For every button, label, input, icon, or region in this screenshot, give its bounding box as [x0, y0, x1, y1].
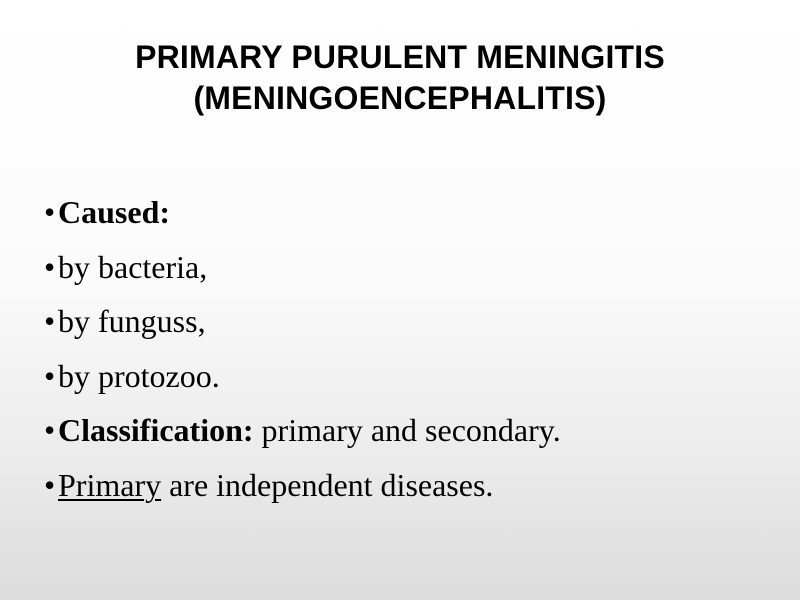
- bullet-funguss-text: by funguss,: [58, 303, 206, 339]
- bullet-caused: [44, 185, 784, 240]
- bullet-bacteria-text: by bacteria,: [58, 248, 208, 285]
- bullet-classification-rest: primary and secondary.: [253, 412, 561, 448]
- bullet-marker: •: [44, 194, 56, 230]
- bullet-primary: [44, 458, 784, 513]
- bullet-list: [44, 185, 784, 512]
- bullet-funguss: [44, 294, 784, 349]
- bullet-bacteria: [44, 240, 784, 295]
- slide-title: [0, 37, 800, 119]
- bullet-primary-label: Primary: [58, 466, 162, 503]
- bullet-classification: [44, 403, 784, 458]
- bullet-protozoo-text: by protozoo.: [58, 357, 220, 394]
- bullet-marker: •: [44, 248, 56, 285]
- bullet-marker: •: [44, 357, 56, 394]
- title-line-2: (MENINGOENCEPHALITIS): [193, 80, 607, 116]
- title-line-1: PRIMARY PURULENT MENINGITIS: [135, 39, 665, 75]
- bullet-classification-label: Classification:: [58, 412, 254, 448]
- bullet-protozoo: [44, 349, 784, 404]
- bullet-caused-label: Caused:: [58, 194, 171, 230]
- bullet-marker: •: [44, 466, 56, 503]
- bullet-marker: •: [44, 303, 56, 339]
- bullet-marker: •: [44, 412, 56, 448]
- bullet-primary-rest: are independent diseases.: [161, 466, 494, 503]
